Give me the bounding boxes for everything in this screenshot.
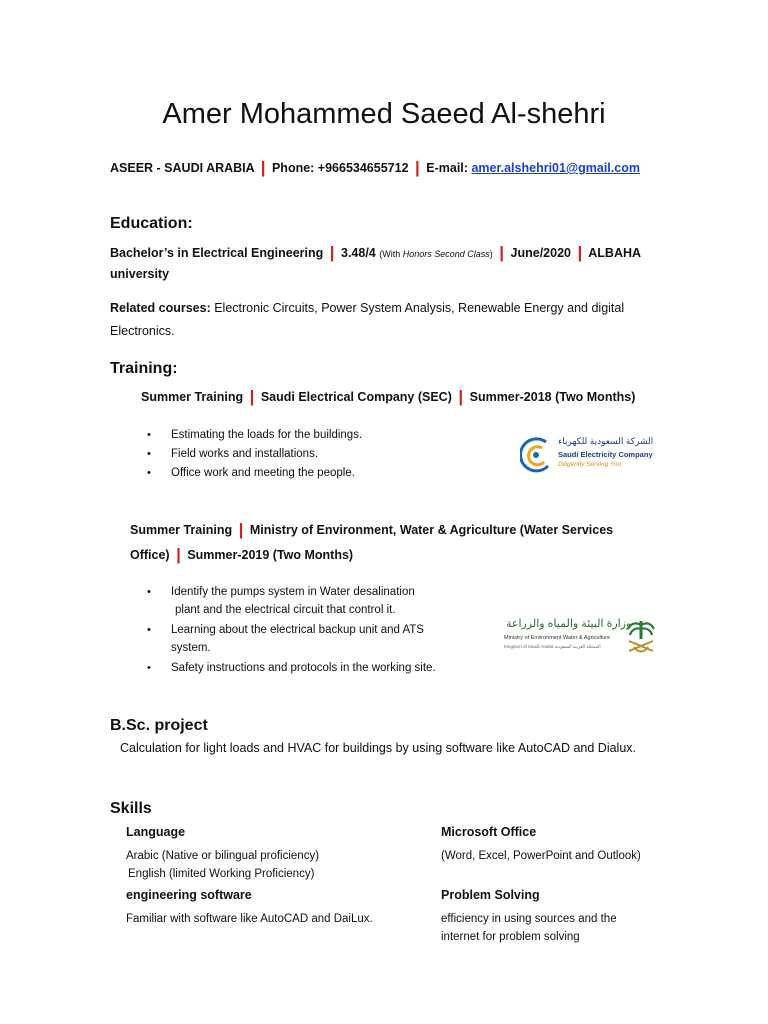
training-1-title (141, 387, 635, 407)
sec-logo-arabic: الشركة السعودية للكهرباء (558, 436, 654, 446)
project-heading: B.Sc. project (110, 717, 208, 734)
training-org: Ministry of Environment, Water & Agriculture (Water Services (249, 523, 614, 537)
graduation-date: June/2020 (510, 246, 571, 260)
email-label: E-mail: (426, 161, 468, 175)
education-heading: Education: (110, 215, 193, 232)
degree: Bachelor’s in Electrical Engineering (110, 246, 324, 260)
sec-logo-icon (520, 436, 552, 476)
courses: Electronic Circuits, Power System Analysis, Renewable Energy and digital (214, 301, 625, 315)
list-item (147, 448, 319, 460)
skill-problem-solving-1: efficiency in using sources and the (441, 913, 617, 925)
separator: | (238, 520, 244, 539)
separator: | (329, 243, 335, 262)
skill-language-2: English (limited Working Proficiency) (128, 868, 315, 880)
email-link[interactable]: amer.alshehri01@gmail.com (471, 161, 640, 175)
skills-heading: Skills (110, 800, 152, 817)
sec-logo-tagline: Diligently Serving You (558, 461, 622, 468)
training-company: Saudi Electrical Company (SEC) (260, 390, 452, 404)
training-period: Summer-2019 (Two Months) (187, 548, 354, 562)
ministry-logo (500, 615, 660, 663)
separator: | (499, 243, 505, 262)
list-item (147, 624, 424, 636)
bullet: • (147, 448, 151, 460)
honors-prefix: (With (379, 249, 403, 259)
list-item (147, 429, 363, 441)
skill-language-1: Arabic (Native or bilingual proficiency) (126, 850, 320, 862)
bullet-text: Estimating the loads for the buildings. (171, 429, 363, 441)
project-text: Calculation for light loads and HVAC for buildings by using software like AutoCAD and Dialux. (120, 741, 637, 755)
courses-line (110, 301, 624, 315)
honors-suffix: ) (489, 249, 493, 259)
courses-cont: Electronics. (110, 324, 175, 338)
skill-title-problem-solving: Problem Solving (441, 888, 540, 902)
list-item (147, 662, 436, 674)
courses-label: Related courses: (110, 301, 211, 315)
bullet-text-cont: plant and the electrical circuit that control it. (175, 604, 396, 616)
contact-line (110, 158, 640, 178)
separator: | (260, 158, 266, 177)
sec-logo (520, 432, 655, 480)
skill-engineering-text: Familiar with software like AutoCAD and DaiLux. (126, 913, 373, 925)
ministry-logo-arabic: وزارة البيئة والمياه والزراعة (506, 618, 632, 630)
bullet: • (147, 662, 151, 674)
separator: | (577, 243, 583, 262)
skill-title-office: Microsoft Office (441, 825, 537, 839)
ministry-logo-english: Ministry of Environment Water & Agriculture (504, 635, 611, 641)
education-line (110, 243, 641, 263)
separator: | (249, 387, 255, 406)
list-item (147, 586, 415, 598)
bullet-text: Office work and meeting the people. (171, 467, 355, 479)
list-item (147, 467, 355, 479)
university: ALBAHA (588, 246, 642, 260)
bullet: • (147, 429, 151, 441)
bullet: • (147, 586, 151, 598)
resume-name: Amer Mohammed Saeed Al-shehri (162, 98, 606, 130)
skill-office-text: (Word, Excel, PowerPoint and Outlook) (441, 850, 641, 862)
honors-text: Honors Second Class (402, 249, 490, 259)
skill-problem-solving-2: internet for problem solving (441, 931, 580, 943)
bullet-text: Field works and installations. (171, 448, 319, 460)
training-period: Summer-2018 (Two Months) (469, 390, 636, 404)
bullet: • (147, 624, 151, 636)
bullet-text: Learning about the electrical backup unit and ATS (171, 624, 424, 636)
training-heading: Training: (110, 360, 178, 377)
bullet-text: Identify the pumps system in Water desalination (171, 586, 415, 598)
training-org-cont: Office) (130, 548, 170, 562)
location: ASEER - SAUDI ARABIA (110, 161, 255, 175)
bullet-text: Safety instructions and protocols in the working site. (171, 662, 436, 674)
skill-title-engineering: engineering software (126, 888, 252, 902)
bullet: • (147, 467, 151, 479)
training-2-title-cont (130, 545, 353, 565)
palm-swords-emblem-icon (624, 617, 658, 657)
gpa: 3.48/4 (341, 246, 376, 260)
separator: | (415, 158, 420, 177)
bullet-text-cont: system. (171, 642, 211, 654)
honors (379, 249, 493, 259)
phone: Phone: +966534655712 (271, 161, 409, 175)
separator: | (458, 387, 464, 406)
university-cont: university (110, 267, 170, 281)
training-type: Summer Training (130, 523, 233, 537)
separator: | (176, 545, 181, 564)
training-type: Summer Training (141, 390, 244, 404)
sec-logo-english: Saudi Electricity Company (558, 450, 653, 459)
training-2-title (130, 520, 613, 540)
skill-title-language: Language (126, 825, 186, 839)
ministry-logo-sub: Kingdom of Saudi Arabia المملكة العربية السعودية (504, 644, 601, 649)
